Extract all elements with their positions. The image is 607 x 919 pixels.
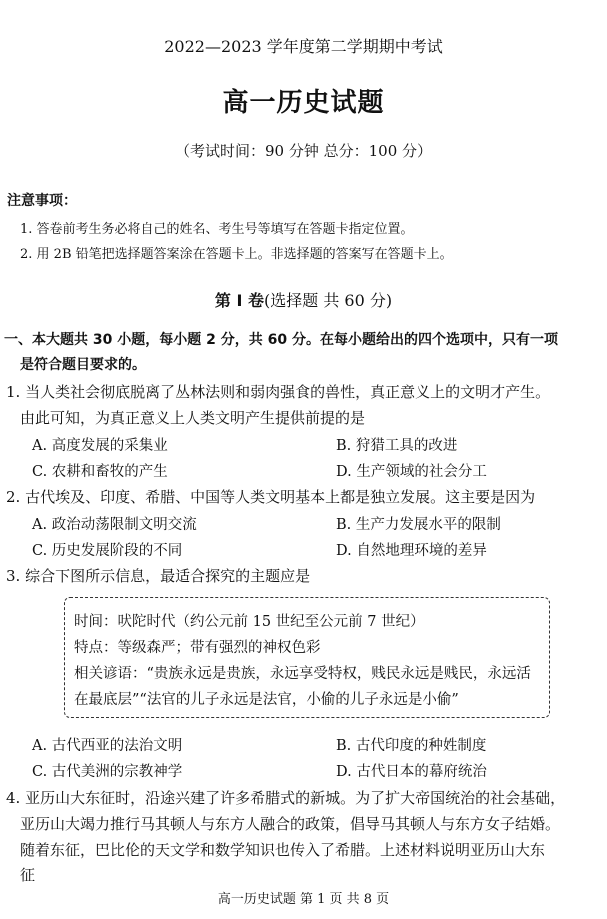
question-2-stem: 2. 古代埃及、印度、希腊、中国等人类文明基本上都是独立发展。这主要是因为: [6, 488, 536, 506]
question-2-option-b: B. 生产力发展水平的限制: [336, 517, 501, 533]
exam-title: 2022—2023 学年度第二学期期中考试: [164, 37, 443, 56]
question-3-option-a: A. 古代西亚的法治文明: [32, 738, 183, 754]
part-heading: [0, 288, 607, 311]
question-1-option-c: C. 农耕和畜牧的产生: [32, 464, 168, 480]
question-4-stem: 征: [20, 866, 36, 884]
question-3-option-b: B. 古代印度的种姓制度: [336, 738, 487, 754]
material-line: 在最底层”“法官的儿子永远是法官，小偷的儿子永远是小偷”: [74, 692, 459, 708]
question-1-option-b: B. 狩猎工具的改进: [336, 438, 458, 454]
section-instruction: 是符合题目要求的。: [20, 357, 146, 373]
notice-item: 1. 答卷前考生务必将自己的姓名、考生号等填写在答题卡指定位置。: [20, 222, 414, 237]
question-4-stem: 亚历山大竭力推行马其顿人与东方人融合的政策，倡导马其顿人与东方女子结婚。: [20, 815, 561, 833]
material-line: 特点：等级森严；带有强烈的神权色彩: [74, 640, 321, 656]
part-heading-rest: (选择题 共 60 分): [264, 291, 393, 310]
question-3-option-c: C. 古代美洲的宗教神学: [32, 764, 183, 780]
page-footer: 高一历史试题 第 1 页 共 8 页: [217, 892, 390, 907]
section-instruction: 一、本大题共 30 小题，每小题 2 分，共 60 分。在每小题给出的四个选项中，只有一项: [4, 332, 558, 348]
time-info: （考试时间：90 分钟 总分：100 分）: [174, 142, 433, 160]
question-1-option-a: A. 高度发展的采集业: [32, 438, 168, 454]
part-heading-bold: 第 I 卷: [214, 291, 264, 310]
question-3-stem: 3. 综合下图所示信息，最适合探究的主题应是: [6, 567, 311, 585]
question-2-option-a: A. 政治动荡限制文明交流: [32, 517, 197, 533]
question-4-stem: 随着东征，巴比伦的天文学和数学知识也传入了希腊。上述材料说明亚历山大东: [20, 841, 546, 859]
question-2-option-d: D. 自然地理环境的差异: [336, 543, 487, 559]
question-4-stem: 4. 亚历山大东征时，沿途兴建了许多希腊式的新城。为了扩大帝国统治的社会基础，: [6, 789, 566, 807]
question-1-stem: 1. 当人类社会彻底脱离了丛林法则和弱肉强食的兽性，真正意义上的文明才产生。: [6, 383, 551, 401]
notice-item: 2. 用 2B 铅笔把选择题答案涂在答题卡上。非选择题的答案写在答题卡上。: [20, 247, 453, 262]
question-1-stem: 由此可知，为真正意义上人类文明产生提供前提的是: [20, 409, 366, 427]
question-1-option-d: D. 生产领域的社会分工: [336, 464, 487, 480]
notice-heading: 注意事项：: [7, 193, 77, 209]
material-line: 相关谚语：“贵族永远是贵族，永远享受特权，贱民永远是贱民，永远活: [74, 666, 531, 682]
subject-title: 高一历史试题: [222, 88, 385, 118]
question-3-option-d: D. 古代日本的幕府统治: [336, 764, 487, 780]
question-2-option-c: C. 历史发展阶段的不同: [32, 543, 183, 559]
material-line: 时间：吠陀时代（约公元前 15 世纪至公元前 7 世纪）: [74, 614, 425, 630]
